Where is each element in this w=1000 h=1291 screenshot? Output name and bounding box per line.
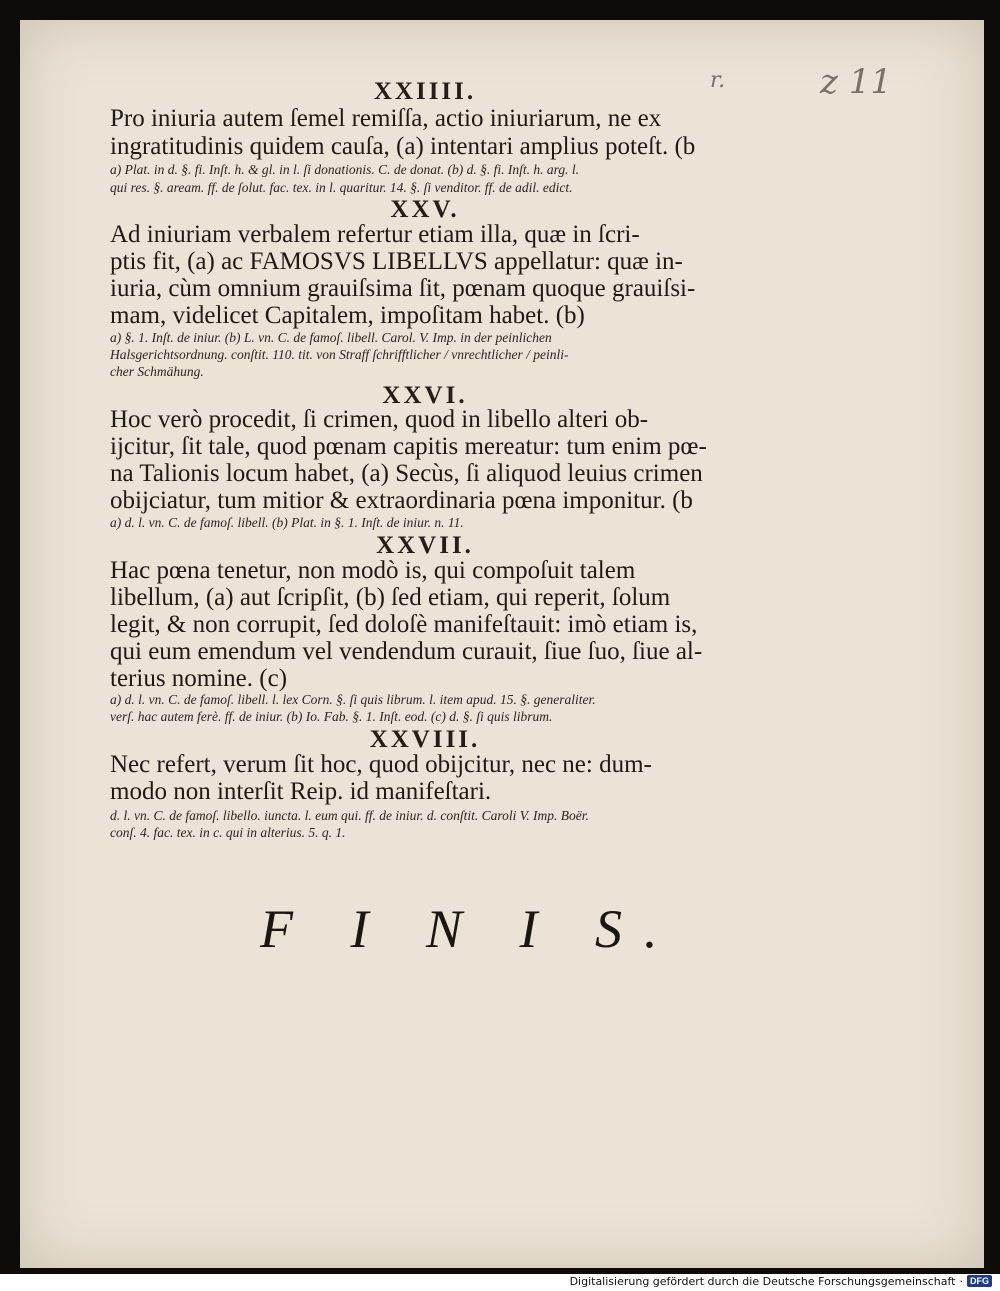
- footnote-line: a) Plat. in d. §. fi. Inſt. h. & gl. in l. ſi donationis. C. de donat. (b) d. §. fi. Inſt. h. arg. l.: [110, 162, 579, 177]
- body-line: libellum, (a) aut ſcripſit, (b) ſed etiam, qui reperit, ſolum: [110, 584, 671, 611]
- footer: [570, 1273, 992, 1289]
- body-line: iuria, cùm omnium grauiſsima ſit, pœnam quoque grauiſsi-: [110, 275, 696, 302]
- body-line: Ad iniuriam verbalem refertur etiam illa, quæ in ſcri-: [110, 221, 640, 248]
- body-line: Pro iniuria autem ſemel remiſſa, actio iniuriarum, ne ex: [110, 105, 662, 132]
- section-numeral: XXVI.: [382, 382, 468, 409]
- body-line: na Talionis locum habet, (a) Secùs, ſi aliquod leuius crimen: [110, 460, 703, 487]
- footnote-line: qui res. §. aream. ff. de ſolut. fac. tex. in l. quaritur. 14. §. ſi venditor. ff. de adil. edict.: [110, 180, 573, 195]
- body-line: ptis fit, (a) ac FAMOSVS LIBELLVS appellatur: quæ in-: [110, 248, 683, 275]
- footnote-line: d. l. vn. C. de famoſ. libello. iuncta. l. eum qui. ff. de iniur. d. conſtit. Caroli V. Imp. Boër.: [110, 808, 589, 823]
- body-line: ijcitur, ſit tale, quod pœnam capitis mereatur: tum enim pœ-: [110, 433, 707, 460]
- body-line: Nec refert, verum ſit hoc, quod obijcitur, nec ne: dum-: [110, 751, 652, 778]
- footnote-line: a) §. 1. Inſt. de iniur. (b) L. vn. C. de famoſ. libell. Carol. V. Imp. in der peinlichen: [110, 330, 552, 345]
- book-page: [20, 20, 984, 1268]
- marginal-note-2: z 11: [820, 62, 892, 102]
- footnote-line: conſ. 4. fac. tex. in c. qui in alterius. 5. q. 1.: [110, 825, 346, 840]
- body-line: obijciatur, tum mitior & extraordinaria pœna imponitur. (b: [110, 487, 693, 514]
- footnote-line: cher Schmähung.: [110, 364, 204, 379]
- footnote-line: a) d. l. vn. C. de famoſ. libell. (b) Plat. in §. 1. Inſt. de iniur. n. 11.: [110, 515, 464, 530]
- marginal-note-1: r.: [710, 68, 726, 93]
- footer-credit: Digitalisierung gefördert durch die Deutsche Forschungsgemeinschaft: [569, 1274, 956, 1288]
- footnote-line: Halsgerichtsordnung. conſtit. 110. tit. von Straff ſchrifftlicher / vnrechtlicher / peinli-: [110, 347, 569, 362]
- body-line: mam, videlicet Capitalem, impoſitam habet. (b): [110, 302, 585, 329]
- section-numeral: XXVIII.: [369, 726, 481, 753]
- dfg-logo-icon: DFG: [967, 1275, 992, 1287]
- footnote-line: verſ. hac autem ferè. ff. de iniur. (b) Io. Fab. §. 1. Inſt. eod. (c) d. §. ſi quis librum.: [110, 709, 553, 724]
- body-line: modo non interſit Reip. id manifeſtari.: [110, 778, 492, 805]
- body-line: qui eum emendum vel vendendum curauit, ſiue ſuo, ſiue al-: [110, 638, 703, 665]
- footer-separator: ·: [959, 1274, 963, 1288]
- section-numeral: XXV.: [390, 196, 460, 223]
- body-line: Hac pœna tenetur, non modò is, qui compoſuit talem: [110, 557, 636, 584]
- finis-heading: F I N I S.: [260, 899, 680, 959]
- section-numeral: XXVII.: [376, 532, 474, 559]
- section-numeral: XXIIII.: [373, 78, 477, 105]
- body-line: legit, & non corrupit, ſed doloſè manifeſtauit: imò etiam is,: [110, 611, 698, 638]
- body-line: ingratitudinis quidem cauſa, (a) intentari amplius poteſt. (b: [110, 133, 696, 160]
- body-line: Hoc verò procedit, ſi crimen, quod in libello alteri ob-: [110, 406, 649, 433]
- footnote-line: a) d. l. vn. C. de famoſ. libell. l. lex Corn. §. ſi quis librum. l. item apud. 15. §. generaliter.: [110, 692, 596, 707]
- body-line: terius nomine. (c): [110, 665, 288, 692]
